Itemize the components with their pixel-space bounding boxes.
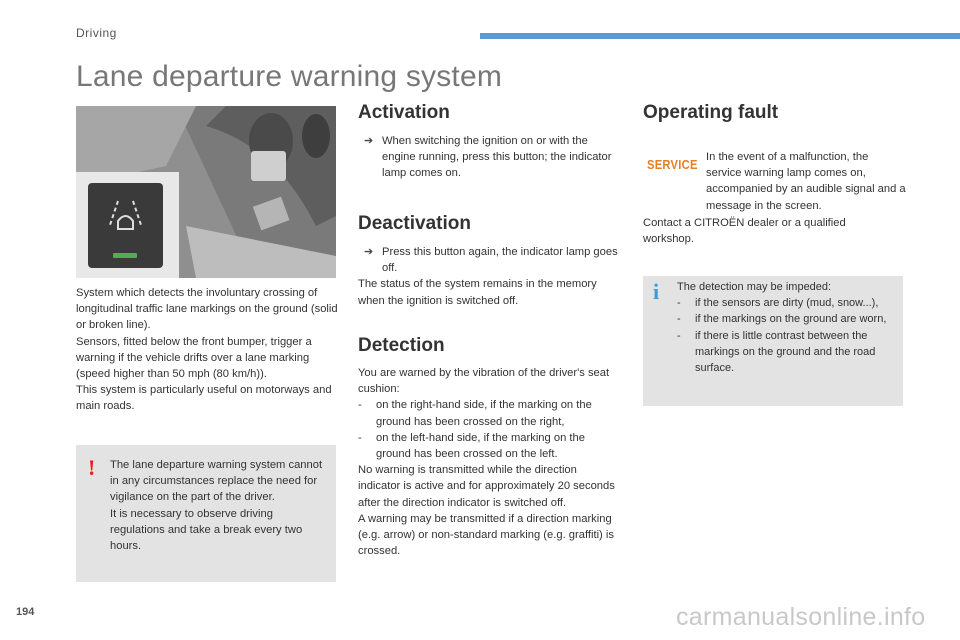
intro-text xyxy=(76,285,338,415)
intro-paragraph: Sensors, fitted below the front bumper, trigger a warning if the vehicle drifts over a lane marking (speed higher than 50 mph (80 km/h)). xyxy=(76,335,312,381)
detection-text xyxy=(358,365,620,559)
page-title: Lane departure warning system xyxy=(76,60,503,93)
service-warning-icon: SERVICE xyxy=(647,157,698,172)
deactivation-paragraph: The status of the system remains in the memory when the ignition is switched off. xyxy=(358,278,597,307)
arrow-bullet-icon: ➔ xyxy=(364,135,374,147)
operating-fault-heading: Operating fault xyxy=(643,102,779,123)
header-accent-bar xyxy=(480,33,960,39)
lane-departure-icon xyxy=(88,183,163,268)
page-number: 194 xyxy=(16,606,35,618)
activation-heading: Activation xyxy=(358,102,450,123)
intro-paragraph: This system is particularly useful on motorways and main roads. xyxy=(76,384,332,413)
detection-heading: Detection xyxy=(358,335,445,356)
warning-text xyxy=(110,457,328,554)
deactivation-heading: Deactivation xyxy=(358,213,471,234)
list-item: - if the sensors are dirty (mud, snow...), xyxy=(677,297,879,310)
intro-paragraph: System which detects the involuntary crossing of longitudinal traffic lane markings on the ground (solid or broken line). xyxy=(76,287,338,332)
list-item: - if there is little contrast between the markings on the ground and the road surface. xyxy=(677,329,876,375)
list-item: - on the right-hand side, if the marking on the ground has been crossed on the right, xyxy=(358,399,592,428)
fault-text: In the event of a malfunction, the service warning lamp comes on, accompanied by an audible signal and a message in the screen. xyxy=(706,151,906,212)
deactivation-text xyxy=(358,244,618,309)
list-item: - if the markings on the ground are worn, xyxy=(677,313,887,326)
detection-paragraph: A warning may be transmitted if a direction marking (e.g. arrow) or non-standard marking (e.g. graffiti) is crossed. xyxy=(358,512,614,558)
warning-line: The lane departure warning system cannot in any circumstances replace the need for vigilance on the part of the driver. xyxy=(110,459,323,504)
lane-departure-button xyxy=(88,183,163,268)
fault-contact-text: Contact a CITROËN dealer or a qualified workshop. xyxy=(643,217,846,246)
detection-paragraph: No warning is transmitted while the direction indicator is active and for approximately 20 seconds after the direction indicator is switched off. xyxy=(358,464,615,509)
deactivation-bullet: ➔ Press this button again, the indicator lamp goes off. xyxy=(364,246,618,275)
exclamation-icon: ! xyxy=(88,455,96,480)
warning-line: It is necessary to observe driving regulations and take a break every two hours. xyxy=(110,507,303,553)
indicator-lamp xyxy=(113,253,137,258)
detection-intro: You are warned by the vibration of the driver's seat cushion: xyxy=(358,367,610,396)
info-icon: i xyxy=(653,279,660,304)
section-label: Driving xyxy=(76,26,117,40)
info-intro: The detection may be impeded: xyxy=(677,281,832,293)
watermark: carmanualsonline.info xyxy=(676,603,926,631)
info-text xyxy=(677,279,902,376)
activation-bullet: ➔ When switching the ignition on or with the engine running, press this button; the indicator lamp comes on. xyxy=(364,135,612,180)
list-item: - on the left-hand side, if the marking on the ground has been crossed on the left. xyxy=(358,431,585,461)
arrow-bullet-icon: ➔ xyxy=(364,246,374,258)
activation-text xyxy=(358,133,618,182)
